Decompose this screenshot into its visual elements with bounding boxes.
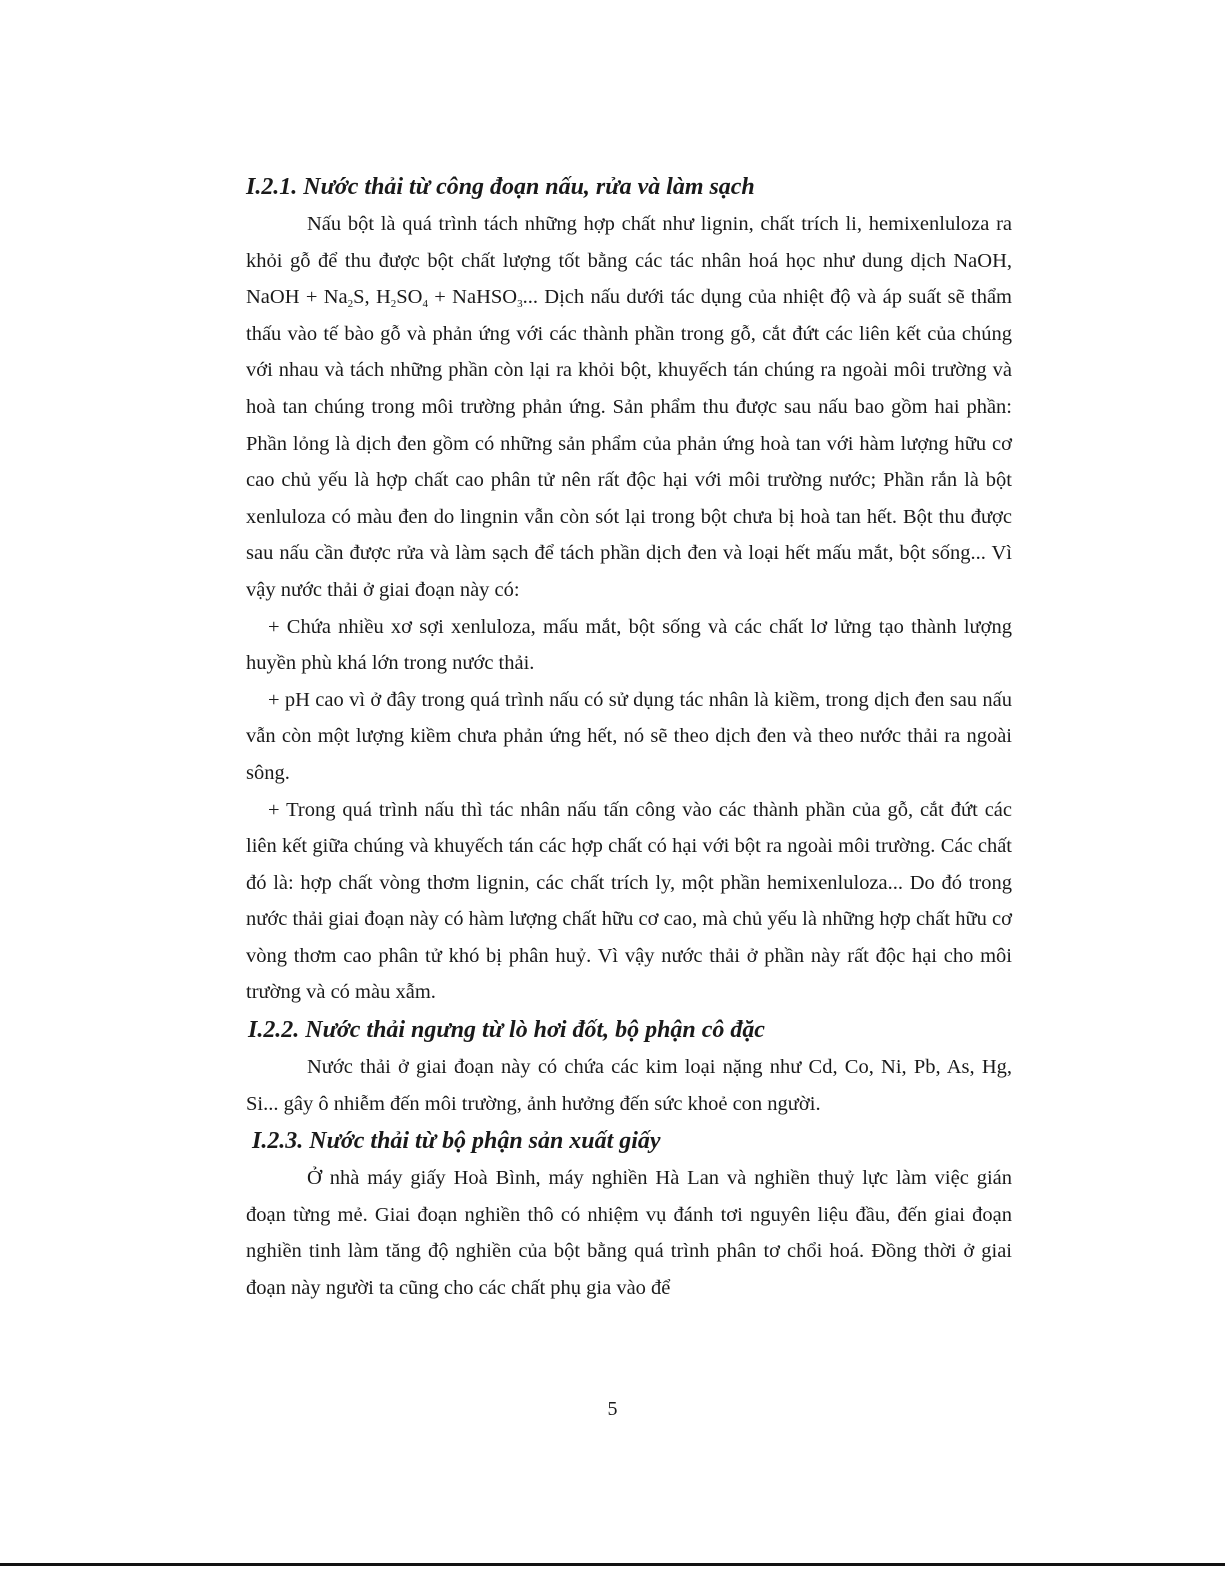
section-heading-1-2-3: I.2.3. Nước thải từ bộ phận sản xuất giấy — [252, 1128, 661, 1155]
text-run: ... Dịch nấu dưới tác dụng của nhiệt độ và áp suất sẽ thẩm thấu vào tế bào gỗ và phản ứng với các thành phần trong gỗ, cắt đứt các liên kết của chúng với nhau và tách những phần còn lại ra khỏi bột, khuyếch tán chúng ra ngoài môi trường và hoà tan chúng trong môi trường phản ứng. Sản phẩm thu được sau nấu bao gồm hai phần: Phần lỏng là dịch đen gồm có những sản phẩm của phản ứng hoà tan với hàm lượng hữu cơ cao chủ yếu là hợp chất cao phân tử nên rất độc hại với môi trường nước; Phần rắn là bột xenluloza có màu đen do lingnin vẫn còn sót lại trong bột chưa bị hoà tan hết. Bột thu được sau nấu cần được rửa và làm sạch để tách phần dịch đen và loại hết mấu mắt, bột sống... Vì vậy nước thải ở giai đoạn này có: — [246, 286, 1012, 601]
subscript: 3 — [517, 298, 523, 311]
section-heading-1-2-1: I.2.1. Nước thải từ công đoạn nấu, rửa và làm sạch — [246, 174, 755, 200]
bullet-item-organic-compounds: + Trong quá trình nấu thì tác nhân nấu tấn công vào các thành phần của gỗ, cắt đứt các liên kết giữa chúng và khuyếch tán các hợp chất có hại với bột ra ngoài môi trường. Các chất đó là: hợp chất vòng thơm lignin, các chất trích ly, một phần hemixenluloza... Do đó trong nước thải giai đoạn này có hàm lượng chất hữu cơ cao, mà chủ yếu là những hợp chất hữu cơ vòng thơm cao phân tử khó bị phân huỷ. Vì vậy nước thải ở phần này rất độc hại cho môi trường và có màu xẫm. — [246, 798, 1012, 1004]
text-run: S, H — [353, 286, 391, 309]
subscript: 2 — [390, 298, 397, 311]
section-heading-1-2-2: I.2.2. Nước thải ngưng từ lò hơi đốt, bộ phận cô đặc — [248, 1017, 765, 1044]
text-run: Nấu bột là quá trình tách những hợp chất như lignin, chất trích li, hemixenluloza ra khỏi gỗ để thu được bột chất lượng tốt bằng các tác nhân hoá học như dung dịch NaOH, NaOH + Na — [246, 213, 1012, 309]
paragraph-paper-production: Ở nhà máy giấy Hoà Bình, máy nghiền Hà Lan và nghiền thuỷ lực làm việc gián đoạn từng mẻ. Giai đoạn nghiền thô có nhiệm vụ đánh tơi nguyên liệu đầu, đến giai đoạn nghiền tinh làm tăng độ nghiền của bột bằng quá trình phân tơ chổi hoá. Đồng thời ở giai đoạn này người ta cũng cho các chất phụ gia vào để — [246, 1167, 1012, 1300]
bullet-item-fibers: + Chứa nhiều xơ sợi xenluloza, mấu mắt, bột sống và các chất lơ lửng tạo thành lượng huyền phù khá lớn trong nước thải. — [246, 615, 1012, 675]
subscript: 2 — [347, 298, 354, 311]
subscript: 4 — [422, 298, 428, 311]
bullet-item-ph: + pH cao vì ở đây trong quá trình nấu có sử dụng tác nhân là kiềm, trong dịch đen sau nấu vẫn còn một lượng kiềm chưa phản ứng hết, nó sẽ theo dịch đen và theo nước thải ra ngoài sông. — [246, 688, 1012, 784]
page-number: 5 — [607, 1398, 618, 1420]
paragraph-cooking-process — [246, 206, 1012, 609]
text-run: SO — [396, 286, 423, 309]
text-run: + NaHSO — [427, 286, 518, 309]
paragraph-boiler-wastewater: Nước thải ở giai đoạn này có chứa các kim loại nặng như Cd, Co, Ni, Pb, As, Hg, Si... gây ô nhiễm đến môi trường, ảnh hưởng đến sức khoẻ con người. — [246, 1056, 1012, 1115]
bottom-border — [0, 1563, 1225, 1566]
document-body — [246, 168, 1012, 1307]
